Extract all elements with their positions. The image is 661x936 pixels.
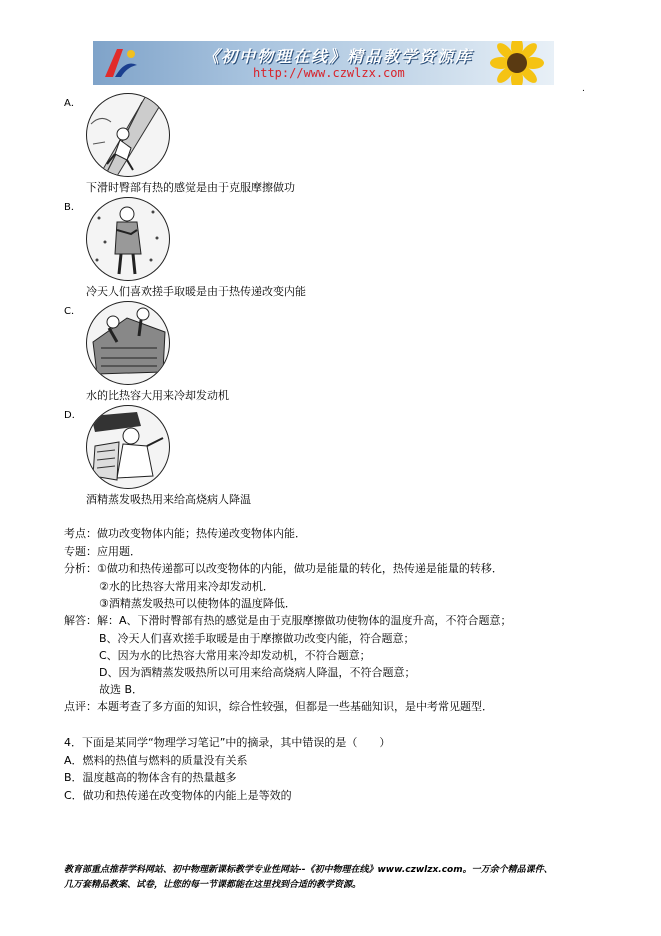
option-b-letter: B． xyxy=(64,202,81,213)
fenxi-line-1: 分析：①做功和热传递都可以改变物体的内能，做功是能量的转化，热传递是能量的转移． xyxy=(64,562,503,575)
footer-line-2: 几万套精品教案、试卷，让您的每一节课都能在这里找到合适的教学资源。 xyxy=(64,880,362,890)
option-c-letter: C． xyxy=(64,306,81,317)
engine-illustration-icon xyxy=(86,301,170,385)
option-b-caption: 冷天人们喜欢搓手取暖是由于热传递改变内能 xyxy=(86,285,306,298)
slide-illustration-icon xyxy=(86,93,170,177)
site-logo-icon xyxy=(101,45,141,81)
option-a-caption: 下滑时臀部有热的感觉是由于克服摩擦做功 xyxy=(86,181,295,194)
header-banner xyxy=(93,41,554,85)
zhuanti-line: 专题：应用题． xyxy=(64,545,141,558)
banner-title: 《初中物理在线》精品教学资源库 xyxy=(203,47,474,66)
jieda-line-4: D、因为酒精蒸发吸热所以可用来给高烧病人降温，不符合题意； xyxy=(99,666,416,679)
corner-dot: . xyxy=(582,84,585,94)
option-c-caption: 水的比热容大用来冷却发动机 xyxy=(86,389,229,402)
kaodian-line: 考点：做功改变物体内能；热传递改变物体内能． xyxy=(64,527,306,540)
dianping-line: 点评：本题考查了多方面的知识，综合性较强，但都是一些基础知识，是中考常见题型． xyxy=(64,700,493,713)
option-d-caption: 酒精蒸发吸热用来给高烧病人降温 xyxy=(86,493,251,506)
jieda-line-3: C、因为水的比热容大常用来冷却发动机，不符合题意； xyxy=(99,649,371,662)
question4-option-b: B．温度越高的物体含有的热量越多 xyxy=(64,771,237,784)
question4-option-a: A．燃料的热值与燃料的质量没有关系 xyxy=(64,754,248,767)
question4-option-c: C．做功和热传递在改变物体的内能上是等效的 xyxy=(64,789,292,802)
fenxi-line-3: ③酒精蒸发吸热可以使物体的温度降低． xyxy=(99,597,296,610)
question4-stem: 4．下面是某同学“物理学习笔记”中的摘录，其中错误的是（ ） xyxy=(64,736,391,749)
jieda-line-5: 故选 B． xyxy=(99,683,144,696)
patient-illustration-icon xyxy=(86,405,170,489)
option-a-letter: A． xyxy=(64,98,81,109)
footer-line-1: 教育部重点推荐学科网站、初中物理新课标教学专业性网站--《初中物理在线》www.czwlzx.com。一万余个精品课件、 xyxy=(64,865,553,875)
jieda-line-1: 解答：解：A、下滑时臀部有热的感觉是由于克服摩擦做功使物体的温度升高，不符合题意； xyxy=(64,614,512,627)
rubbing-hands-illustration-icon xyxy=(86,197,170,281)
jieda-line-2: B、冷天人们喜欢搓手取暖是由于摩擦做功改变内能，符合题意； xyxy=(99,632,415,645)
fenxi-line-2: ②水的比热容大常用来冷却发动机． xyxy=(99,580,274,593)
banner-url[interactable]: http://www.czwlzx.com xyxy=(253,66,405,80)
option-d-letter: D． xyxy=(64,410,82,421)
sunflower-icon xyxy=(490,41,544,85)
